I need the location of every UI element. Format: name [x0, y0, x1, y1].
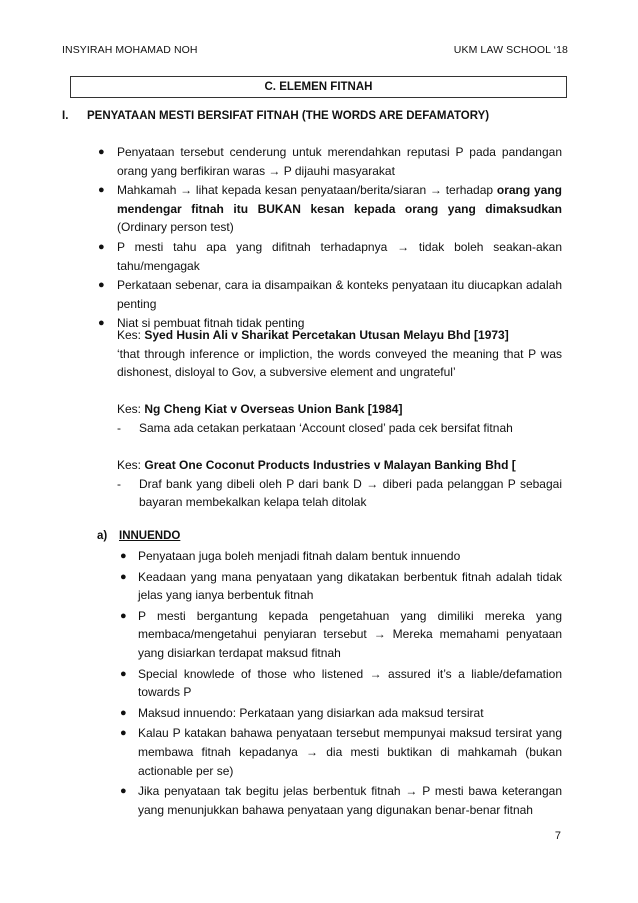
list-item	[120, 782, 562, 819]
bullet-text: Mahkamah → lihat kepada kesan penyataan/berita/siaran → terhadap	[117, 183, 497, 198]
bullet-icon: ●	[120, 706, 127, 719]
case-note	[117, 475, 562, 512]
bullet-text: Penyataan tersebut cenderung untuk merendahkan reputasi P pada pandangan orang yang berfikiran waras → P dijauhi masyarakat	[117, 145, 562, 178]
bullet-icon: ●	[98, 317, 105, 330]
page-number: 7	[554, 830, 561, 842]
bullet-text: Special knowlede of those who listened → assured it’s a liable/defamation towards P	[138, 666, 562, 700]
page-header	[62, 44, 568, 60]
bullet-icon: ●	[120, 667, 127, 680]
list-item	[98, 181, 562, 237]
bullet-text: Keadaan yang mana penyataan yang dikatakan berbentuk fitnah adalah tidak jelas yang ianya berbentuk fitnah	[138, 569, 562, 603]
list-item	[98, 276, 562, 313]
bullet-text: Maksud innuendo: Perkataan yang disiarkan ada maksud tersirat	[138, 705, 484, 720]
bullet-text: Niat si pembuat fitnah tidak penting	[117, 316, 305, 331]
bullet-text: Jika penyataan tak begitu jelas berbentuk fitnah → P mesti bawa keterangan yang menunjukkan bahawa penyataan yang digunakan benar-benar fitnah	[138, 784, 562, 817]
case-name: Ng Cheng Kiat v Overseas Union Bank [1984]	[144, 402, 403, 416]
bullet-text: Penyataan juga boleh menjadi fitnah dalam bentuk innuendo	[138, 549, 461, 563]
bullet-icon: ●	[120, 609, 127, 622]
bullet-bold-text: orang yang mendengar fitnah itu BUKAN kesan kepada orang yang dimaksudkan	[117, 183, 562, 216]
case-note-text: Sama ada cetakan perkataan ‘Account closed’ pada cek bersifat fitnah	[139, 420, 513, 435]
list-item	[98, 143, 562, 180]
sub-label: a)	[97, 530, 108, 542]
kes-label: Kes:	[117, 328, 145, 342]
author-name: INSYIRAH MOHAMAD NOH	[62, 44, 198, 56]
bullet-icon: ●	[120, 727, 127, 740]
case-ng-cheng-kiat	[117, 400, 562, 437]
bullet-icon: ●	[98, 146, 105, 158]
case-quote: ‘that through inference or impliction, the words conveyed the meaning that P was dishonest, disloyal to Gov, a subversive element and ungrateful’	[117, 346, 562, 380]
list-item	[120, 607, 562, 663]
bullet-icon: ●	[120, 785, 127, 798]
bullet-icon: ●	[120, 570, 127, 583]
section-number: I.	[62, 110, 69, 122]
school-name: UKM LAW SCHOOL ‘18	[453, 44, 568, 56]
bullet-text: P mesti tahu apa yang difitnah terhadapnya → tidak boleh seakan-akan tahu/mengagak	[117, 239, 562, 273]
section-title: PENYATAAN MESTI BERSIFAT FITNAH (THE WORDS ARE DEFAMATORY)	[87, 110, 490, 122]
innuendo-bullet-list	[120, 547, 562, 821]
list-item	[98, 238, 562, 275]
dash-marker: -	[117, 476, 121, 491]
bullet-text: (Ordinary person test)	[117, 220, 234, 235]
list-item	[120, 547, 562, 566]
bullet-icon: ●	[98, 240, 105, 253]
bullet-text: Kalau P katakan bahawa penyataan tersebut mempunyai maksud tersirat yang membawa fitnah kepadanya → dia mesti buktikan di mahkamah (bukan actionable per se)	[138, 726, 562, 778]
section-heading	[62, 107, 489, 125]
bullet-icon: ●	[98, 184, 105, 197]
list-item	[120, 704, 562, 723]
case-great-one	[117, 456, 562, 512]
case-name: Great One Coconut Products Industries v Malayan Banking Bhd [	[144, 458, 516, 472]
list-item	[120, 665, 562, 702]
case-name: Syed Husin Ali v Sharikat Percetakan Utusan Melayu Bhd [1973]	[144, 328, 509, 342]
case-syed-husin	[117, 326, 562, 382]
case-note-text: Draf bank yang dibeli oleh P dari bank D → diberi pada pelanggan P sebagai bayaran membekalkan kelapa telah ditolak	[139, 476, 562, 510]
section-title-box: C. ELEMEN FITNAH	[70, 76, 567, 98]
bullet-icon: ●	[120, 550, 127, 562]
sub-title: INNUENDO	[119, 530, 181, 542]
kes-label: Kes:	[117, 402, 145, 416]
main-bullet-list	[98, 143, 562, 333]
list-item	[120, 568, 562, 605]
bullet-text: P mesti bergantung kepada pengetahuan yang dimiliki mereka yang membaca/mengetahui penyiaran tersebut → Mereka memahami penyataan yang disiarkan terdapat maksud fitnah	[138, 608, 562, 660]
list-item	[120, 724, 562, 780]
innuendo-heading	[97, 527, 180, 545]
dash-marker: -	[117, 420, 121, 435]
bullet-icon: ●	[98, 279, 105, 292]
bullet-text: Perkataan sebenar, cara ia disampaikan & konteks penyataan itu diucapkan adalah penting	[117, 278, 562, 311]
case-note	[117, 419, 562, 438]
kes-label: Kes:	[117, 458, 145, 472]
